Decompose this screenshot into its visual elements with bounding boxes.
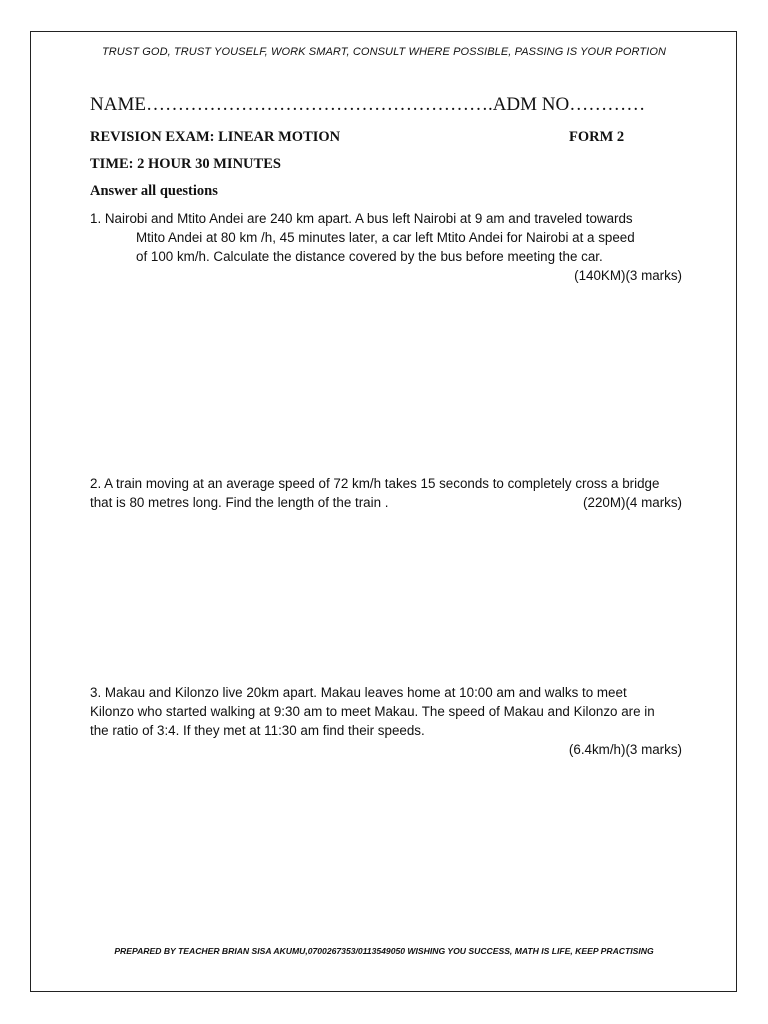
question-3-line-3: the ratio of 3:4. If they met at 11:30 am find their speeds. [90, 723, 425, 738]
question-3-line-2: Kilonzo who started walking at 9:30 am to meet Makau. The speed of Makau and Kilonzo are in [90, 704, 655, 719]
question-1-line-1: 1. Nairobi and Mtito Andei are 240 km apart. A bus left Nairobi at 9 am and traveled towards [90, 211, 633, 226]
exam-title: REVISION EXAM: LINEAR MOTION [90, 129, 341, 145]
footer-note: PREPARED BY TEACHER BRIAN SISA AKUMU,0700267353/0113549050 WISHING YOU SUCCESS, MATH IS LIFE, KEEP PRACTISING [114, 946, 654, 956]
question-2-line-1: 2. A train moving at an average speed of 72 km/h takes 15 seconds to completely cross a bridge [90, 476, 660, 491]
question-1-line-2: Mtito Andei at 80 km /h, 45 minutes later, a car left Mtito Andei for Nairobi at a speed [136, 230, 635, 245]
question-3 [90, 683, 682, 759]
question-1-line-3: of 100 km/h. Calculate the distance covered by the bus before meeting the car. [136, 249, 603, 264]
question-2-line-2: that is 80 metres long. Find the length of the train . [90, 495, 389, 510]
question-2 [90, 474, 682, 512]
question-3-line-1: 3. Makau and Kilonzo live 20km apart. Makau leaves home at 10:00 am and walks to meet [90, 685, 627, 700]
question-2-last-row [90, 493, 682, 512]
name-adm-line: NAME……………………………………………….ADM NO………… [90, 94, 646, 115]
header-motto: TRUST GOD, TRUST YOUSELF, WORK SMART, CONSULT WHERE POSSIBLE, PASSING IS YOUR PORTION [101, 46, 667, 58]
exam-instructions: Answer all questions [90, 183, 218, 199]
form-label: FORM 2 [569, 129, 625, 145]
exam-time: TIME: 2 HOUR 30 MINUTES [90, 156, 281, 172]
question-1-answer: (140KM)(3 marks) [574, 268, 682, 283]
question-1 [90, 209, 682, 285]
question-2-answer: (220M)(4 marks) [583, 495, 682, 510]
question-3-answer: (6.4km/h)(3 marks) [568, 742, 682, 757]
